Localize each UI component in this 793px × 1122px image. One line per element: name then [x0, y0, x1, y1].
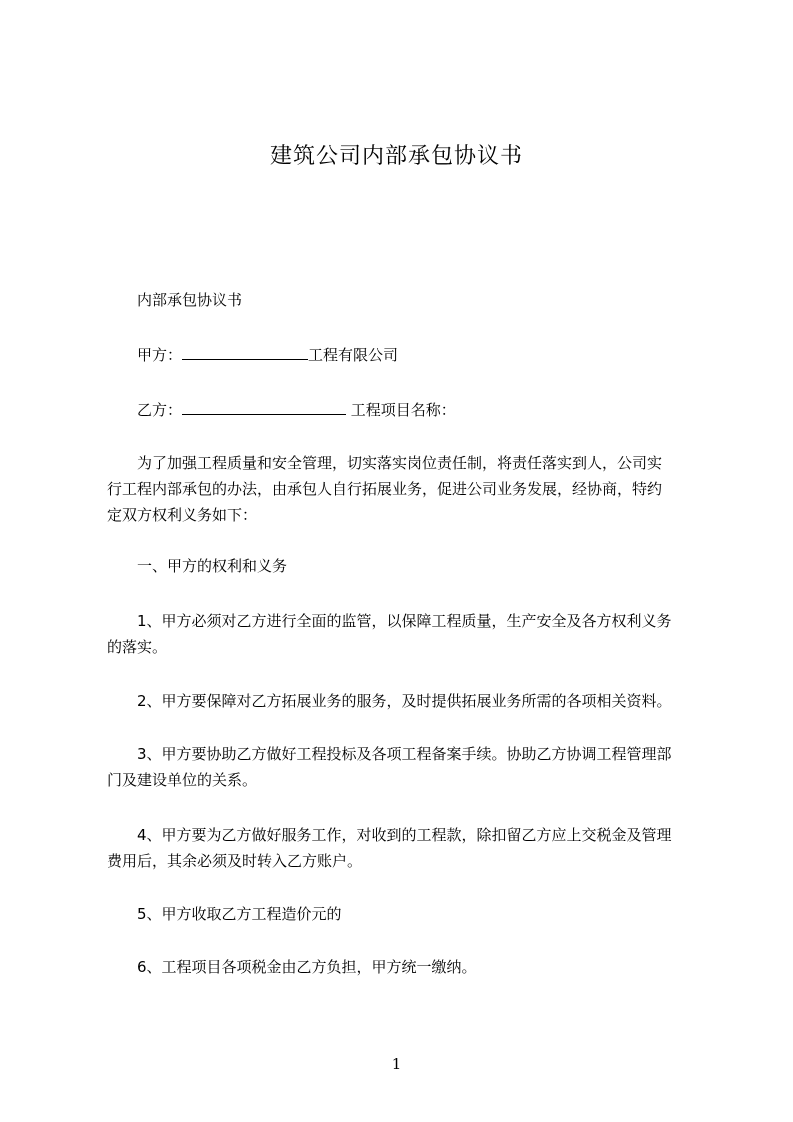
subtitle: 内部承包协议书 [137, 291, 243, 309]
clause-line: 费用后，其余必须及时转入乙方账户。 [107, 852, 363, 870]
party-b-suffix: 工程项目名称： [346, 401, 456, 419]
preamble-line: 为了加强工程质量和安全管理，切实落实岗位责任制，将责任落实到人，公司实 [137, 454, 663, 472]
section-heading: 一、甲方的权利和义务 [137, 557, 288, 575]
clause-5: 5、甲方收取乙方工程造价元的 [137, 905, 342, 923]
clause-line: 2、甲方要保障对乙方拓展业务的服务，及时提供拓展业务所需的各项相关资料。 [137, 692, 672, 710]
clause-3 [107, 741, 707, 793]
party-a-line [137, 345, 398, 365]
clause-line: 3、甲方要协助乙方做好工程投标及各项工程备案手续。协助乙方协调工程管理部 [137, 745, 672, 763]
party-a-blank [182, 345, 308, 360]
clause-4 [107, 822, 707, 874]
party-b-label: 乙方： [137, 401, 183, 419]
clause-2 [107, 688, 707, 714]
party-b-line [137, 400, 456, 420]
preamble-line: 定双方权利义务如下： [107, 506, 258, 524]
clause-line: 的落实。 [107, 638, 168, 656]
party-a-suffix: 工程有限公司 [308, 346, 399, 364]
preamble-line: 行工程内部承包的办法，由承包人自行拓展业务，促进公司业务发展，经协商，特约 [107, 480, 663, 498]
party-b-blank [182, 400, 346, 415]
page-number: 1 [391, 1055, 402, 1073]
clause-line: 门及建设单位的关系。 [107, 771, 258, 789]
clause-6: 6、工程项目各项税金由乙方负担，甲方统一缴纳。 [137, 958, 477, 976]
clause-line: 1、甲方必须对乙方进行全面的监管，以保障工程质量，生产安全及各方权利义务 [137, 612, 672, 630]
clause-1 [107, 608, 707, 660]
party-a-label: 甲方： [137, 346, 183, 364]
preamble-paragraph [107, 450, 707, 528]
document-title: 建筑公司内部承包协议书 [269, 144, 523, 169]
clause-line: 4、甲方要为乙方做好服务工作，对收到的工程款，除扣留乙方应上交税金及管理 [137, 826, 672, 844]
